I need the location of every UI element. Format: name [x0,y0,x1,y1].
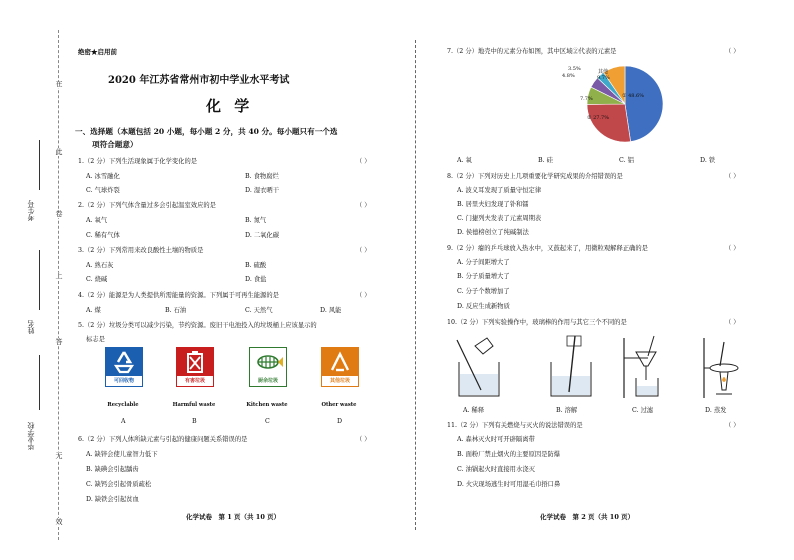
option-a[interactable]: A. 稀释 [463,407,485,414]
sign-en-label: Other waste [321,402,357,408]
other-waste-icon [322,348,358,376]
school-label: 毕业学校 [27,422,35,450]
option-c[interactable]: C. 过滤 [632,407,654,414]
option-d[interactable]: D. 火灾现场逃生时可用湿毛巾捂口鼻 [457,481,561,488]
option-a[interactable]: A. 波义耳发现了质量守恒定律 [457,187,542,194]
option-c[interactable]: C. 油锅起火时直接用水浇灭 [457,466,535,473]
answer-blank[interactable]: （ ） [356,158,371,165]
question-stem: 11.（2 分）下列有关燃烧与灭火的说法错误的是 [447,422,583,429]
recyclable-sign[interactable] [105,347,143,387]
option-c[interactable]: C. 稀有气体 [86,232,120,239]
answer-blank[interactable]: （ ） [356,247,371,254]
question-stem: 6.（2 分）下列人体所缺元素与引起的健康问题关系错误的是 [78,436,248,443]
option-b[interactable]: B. 缺碘会引起龋齿 [86,466,139,473]
question-stem: 2.（2 分）下列气体含量过多会引起温室效应的是 [78,202,216,209]
fishbone-icon [250,348,286,376]
seal-char: 此 [55,148,63,156]
option-a[interactable]: A. 煤 [86,307,101,314]
subject-title: 化 学 [206,97,254,115]
page-footer-left: 化学试卷 第 1 页（共 10 页） [186,513,281,521]
option-a[interactable]: A [121,418,126,425]
sign-en-label: Kitchen waste [246,402,288,408]
option-a[interactable]: A. 分子间距增大了 [457,259,510,266]
option-a[interactable]: A. 熟石灰 [86,262,114,269]
pie-label-3: 7.7% [580,96,593,102]
sign-en-label: Recyclable [107,402,139,408]
harmful-waste-sign[interactable] [176,347,214,387]
option-a[interactable]: A. 氧气 [86,217,108,224]
battery-icon [177,348,213,376]
option-d[interactable]: D. 食盐 [245,276,267,283]
pie-label-other: 其他 [598,69,609,75]
secret-mark: 绝密★启用前 [78,48,117,56]
dilution-apparatus-icon [453,332,505,400]
pie-label-other-value: 9.7% [597,75,610,81]
dissolution-apparatus-icon [545,332,597,400]
exam-title: 2020 年江苏省常州市初中学业水平考试 [108,75,290,86]
question-stem: 8.（2 分）下列对历史上几项重要化学研究成果的介绍错误的是 [447,173,623,180]
option-b[interactable]: B [192,418,197,425]
binding-margin [0,0,72,560]
option-c[interactable]: C [265,418,270,425]
pie-label-1: ① 48.6% [622,93,644,99]
question-stem: 3.（2 分）下列常用来改良酸性土壤的物质是 [78,247,204,254]
question-stem: 7.（2 分）地壳中的元素分布如图，其中区域②代表的元素是 [447,48,617,55]
option-b[interactable]: B. 氮气 [245,217,267,224]
answer-blank[interactable]: （ ） [725,319,740,326]
other-waste-sign[interactable] [321,347,359,387]
answer-blank[interactable]: （ ） [356,202,371,209]
section-heading-cont: 项符合题意） [92,140,138,149]
answer-blank[interactable]: （ ） [725,422,740,429]
answer-blank[interactable]: （ ） [725,173,740,180]
option-d[interactable]: D. 铁 [700,157,716,164]
option-d[interactable]: D. 湿衣晒干 [245,187,280,194]
option-a[interactable]: A. 冰雪融化 [86,173,120,180]
page-footer-right: 化学试卷 第 2 页（共 10 页） [540,513,635,521]
sign-cn-label: 厨余垃圾 [257,378,278,384]
option-c[interactable]: C. 气球炸裂 [86,187,120,194]
answer-blank[interactable]: （ ） [356,436,371,443]
option-c[interactable]: C. 缺钙会引起骨质疏松 [86,481,152,488]
pie-label-2: ② 27.7% [587,115,609,121]
filtration-apparatus-icon [618,332,670,400]
sign-en-label: Harmful waste [172,402,216,408]
evaporation-apparatus-icon [698,332,750,400]
name-label: 姓名 [27,320,35,334]
sign-cn-label: 其他垃圾 [329,378,350,384]
exam-number-label: 考生号 [27,200,35,221]
pie-slice [587,104,631,142]
question-stem: 10.（2 分）下列实验操作中，玻璃棒的作用与其它三个不同的是 [447,319,627,326]
option-d[interactable]: D. 风能 [320,307,342,314]
seal-char: 效 [55,518,63,526]
option-b[interactable]: B. 食物腐烂 [245,173,279,180]
option-d[interactable]: D. 蒸发 [705,407,727,414]
option-c[interactable]: C. 烧碱 [86,276,108,283]
section-heading: 一、选择题（本题包括 20 小题，每小题 2 分，共 40 分。每小题只有一个选 [75,127,338,136]
seal-dashed-line [58,30,59,540]
seal-char: 无 [55,452,63,460]
question-stem: 4.（2 分）能源是为人类提供所需能量的资源。下列属于可再生能源的是 [78,292,279,299]
option-b[interactable]: B. 硅 [538,157,553,164]
option-a[interactable]: A. 森林灭火时可开辟隔离带 [457,436,535,443]
seal-char: 答 [55,338,63,346]
option-d[interactable]: D. 侯德榜创立了纯碱制法 [457,229,529,236]
sign-cn-label: 可回收物 [113,378,134,384]
option-b[interactable]: B. 石油 [165,307,187,314]
option-c[interactable]: C. 天然气 [245,307,273,314]
option-b[interactable]: B. 面粉厂禁止烟火的主要原因是防爆 [457,451,561,458]
pie-label-5: 3.5% [568,66,581,72]
option-c[interactable]: C. 铝 [619,157,634,164]
option-b[interactable]: B. 溶解 [556,407,578,414]
answer-blank[interactable]: （ ） [725,48,740,55]
option-b[interactable]: B. 分子质量增大了 [457,273,510,280]
option-d[interactable]: D. 二氧化碳 [245,232,280,239]
option-c[interactable]: C. 分子个数增加了 [457,288,510,295]
name-field[interactable] [39,250,40,310]
page-divider [415,40,416,530]
seal-char: 上 [55,272,63,280]
sign-cn-label: 有害垃圾 [184,378,205,384]
option-c[interactable]: C. 门捷列夫发表了元素周期表 [457,215,542,222]
answer-blank[interactable]: （ ） [356,292,371,299]
question-stem-cont: 标志是 [86,336,105,343]
pie-slice [625,66,663,142]
question-stem: 1.（2 分）下列生活现象属于化学变化的是 [78,158,198,165]
option-a[interactable]: A. 缺锌会使儿童智力低下 [86,451,158,458]
option-a[interactable]: A. 氧 [457,157,472,164]
seal-char: 在 [55,80,63,88]
kitchen-waste-sign[interactable] [249,347,287,387]
option-d[interactable]: D [337,418,343,425]
question-stem: 9.（2 分）瘪的乒乓球放入热水中，又鼓起来了，用微粒观解释正确的是 [447,245,648,252]
option-d[interactable]: D. 反应生成新物质 [457,303,510,310]
seal-char: 卷 [55,210,63,218]
exam-number-field[interactable] [39,140,40,190]
recycle-icon [106,348,142,376]
option-b[interactable]: B. 硫酸 [245,262,267,269]
question-stem: 5.（2 分）垃圾分类可以减少污染，节约资源。废旧干电池投入的垃圾桶上应该显示的 [78,322,317,329]
pie-label-4: 4.8% [562,73,575,79]
school-field[interactable] [39,355,40,410]
option-b[interactable]: B. 居里夫妇发现了钋和镭 [457,201,529,208]
answer-blank[interactable]: （ ） [725,245,740,252]
option-d[interactable]: D. 缺铁会引起贫血 [86,496,139,503]
